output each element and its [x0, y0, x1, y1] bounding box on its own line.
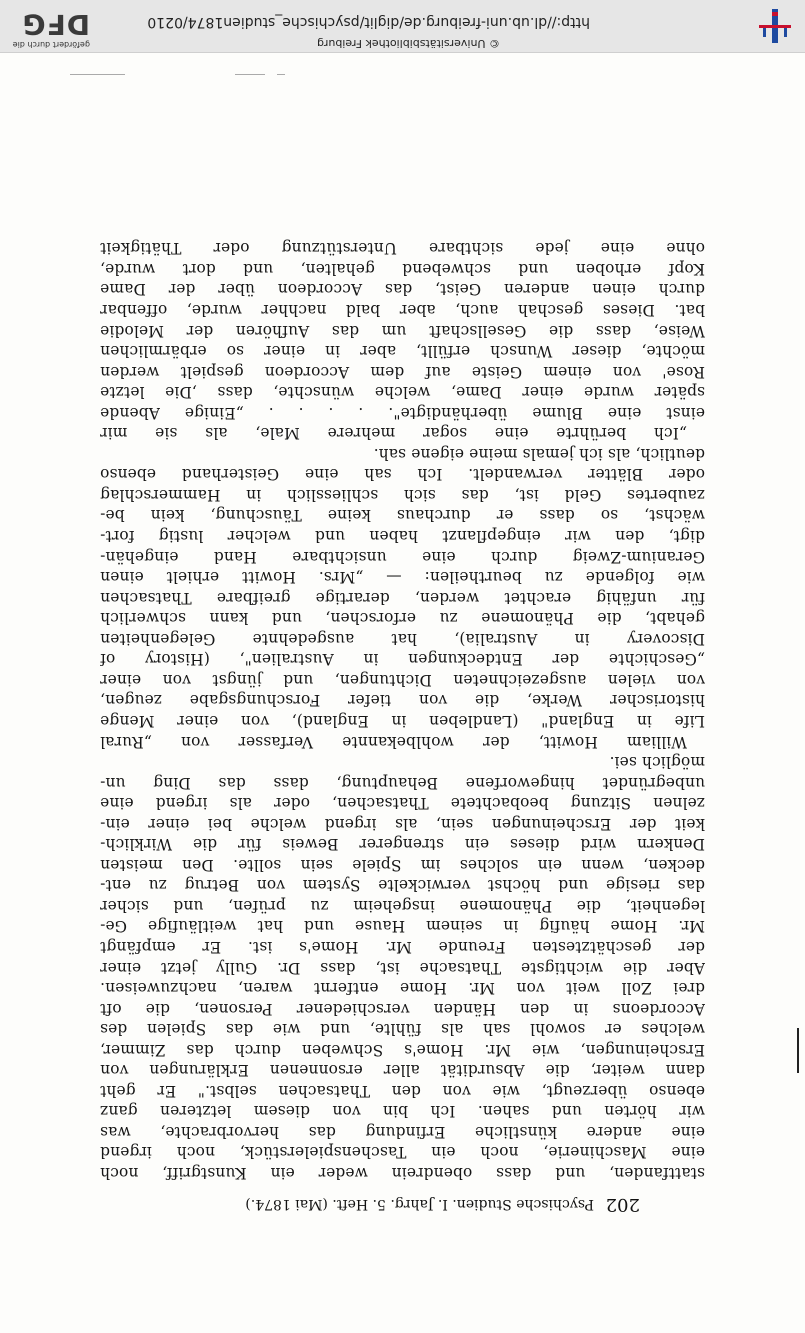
text-line: möchte, dieser Wunsch erfüllt, aber in einer so erbärmlichen	[100, 342, 705, 361]
text-line: ebenso überzeugt, wie von den Thatsachen selbst." Er geht	[100, 1081, 705, 1100]
text-line: einst eine Blume überhändigte". . . . . „Einige Abende	[100, 403, 705, 422]
text-line: eine Maschinerie, noch ein Taschenspielerstück, noch irgend	[100, 1143, 705, 1162]
text-line: dann weiter, die Absurdität aller ersonnenen Erklärungen von	[100, 1061, 705, 1080]
permalink-link[interactable]: http://dl.ub.uni-freiburg.de/diglit/psychische_studien1874/0210	[147, 14, 590, 30]
text-line: Weise, dass die Gesellschaft um das Aufhören der Melodie	[100, 321, 705, 340]
text-line: der geschätztesten Freunde Mr. Home's ist. Er empfängt	[100, 937, 705, 956]
text-line: wächst, so dass er durchaus keine Täuschung, kein be-	[100, 506, 705, 525]
copyright-notice: © Universitätsbibliothek Freiburg	[317, 37, 500, 50]
text-line: durch einen anderen Geist, das Accordeon über der Dame	[100, 280, 705, 299]
text-line: legenheit, die Phänomene insgeheim zu prüfen, und sicher	[100, 896, 705, 915]
text-line: ohne eine jede sichtbare Unterstützung oder Thätigkeit	[100, 239, 705, 258]
text-line: wir hörten und sahen. Ich bin von diesem letzteren ganz	[100, 1102, 705, 1121]
text-line: später wurde einer Dame, welche wünschte, dass ‚Die letzte	[100, 383, 705, 402]
running-head	[160, 1191, 640, 1215]
text-line: Rose' von einem Geiste auf dem Accordeon gespielt werden	[100, 362, 705, 381]
dfg-logo	[5, 5, 90, 49]
text-line: welches er sowohl sah als fühlte, und wie das Spielen des	[100, 1020, 705, 1039]
dfg-logo-letters: DFG	[21, 8, 90, 41]
scan-artifact	[235, 74, 265, 75]
page-number: 202	[605, 1194, 640, 1215]
text-line: wie folgende zu beurtheilen: — „Mrs. Howitt erhielt einen	[100, 568, 705, 587]
text-line: decken, wenn ein solches im Spiele sein sollte. Den meisten	[100, 855, 705, 874]
scan-edge-mark	[797, 1028, 799, 1073]
dfg-logo-caption: gefördert durch die	[12, 40, 90, 49]
text-line: keit der Erscheinungen sein, als irgend welche bei einer ein-	[100, 814, 705, 833]
body-text	[100, 238, 705, 1183]
text-line: oder Blätter verwandelt. Ich sah eine Geisterhand ebenso	[100, 465, 705, 484]
scan-artifact	[277, 74, 285, 75]
university-library-logo	[755, 6, 795, 46]
text-line: „Ich berührte eine sogar mehrere Male, als sie mir	[100, 424, 687, 443]
text-line: deutlich, als ich jemals meine eigene sah.	[373, 444, 705, 463]
text-line: Discovery in Australia), hat ausgedehnte Gelegenheiten	[100, 629, 705, 648]
text-line: das riesige und höchst verwickelte System von Betrug zu ent-	[100, 876, 705, 895]
text-line: William Howitt, der wohlbekannte Verfasser von „Rural	[100, 732, 687, 751]
text-line: unbegründet hingeworfene Behauptung, dass das Ding un-	[100, 773, 705, 792]
text-line: für unfähig erachtet werden, derartige greifbare Thatsachen	[100, 588, 705, 607]
viewer-footer-bar	[0, 0, 805, 53]
text-line: Kopf erhoben und schwebend gehalten, und dort wurde,	[100, 259, 705, 278]
text-line: Aber die wichtigste Thatsache ist, dass Dr. Gully jetzt einer	[100, 958, 705, 977]
text-line: zelnen Sitzung beobachtete Thatsachen, oder als irgend eine	[100, 794, 705, 813]
text-line: digt, den wir eingepflanzt haben und welcher lustig fort-	[100, 527, 705, 546]
text-line: „Geschichte der Entdeckungen in Australien", (History of	[100, 650, 705, 669]
text-line: Life in England" (Landleben in England), von einer Menge	[100, 711, 705, 730]
text-line: Mr. Home häufig in seinem Hause und hat weitläufige Ge-	[100, 917, 705, 936]
text-line: stattfanden, und dass obendrein weder ein Kunstgriff, noch	[100, 1164, 705, 1182]
text-line: drei Zoll weit von Mr. Home entfernt waren, nachzuweisen.	[100, 979, 705, 998]
text-line: Geranium-Zweig durch eine unsichtbare Hand eingehän-	[100, 547, 705, 566]
text-line: historischer Werke, die von tiefer Forschungsgabe zeugen,	[100, 691, 705, 710]
text-line: gehabt, die Phänomene zu erforschen, und kann schwerlich	[100, 609, 705, 628]
text-line: möglich sei.	[609, 753, 705, 772]
text-line: Denkern wird dieses ein strengerer Beweis für die Wirklich-	[100, 835, 705, 854]
text-line: bat. Dieses geschah auch, aber bald nachher wurde, offenbar	[100, 301, 705, 320]
text-line: Accordeons in den Händen verschiedener Personen, die oft	[100, 999, 705, 1018]
text-line: von vielen ausgezeichneten Dichtungen, und jüngst von einer	[100, 670, 705, 689]
text-line: zaubertes Geld ist, das sich schliesslich in Hammerschlag	[100, 485, 705, 504]
text-line: eine andere künstliche Erfindung das hervorbrachte, was	[100, 1122, 705, 1141]
journal-title: Psychische Studien. I. Jahrg. 5. Heft. (Mai 1874.)	[245, 1196, 594, 1212]
text-line: Erscheinungen, wie Mr. Home's Schweben durch das Zimmer,	[100, 1040, 705, 1059]
scan-artifact	[70, 74, 125, 75]
